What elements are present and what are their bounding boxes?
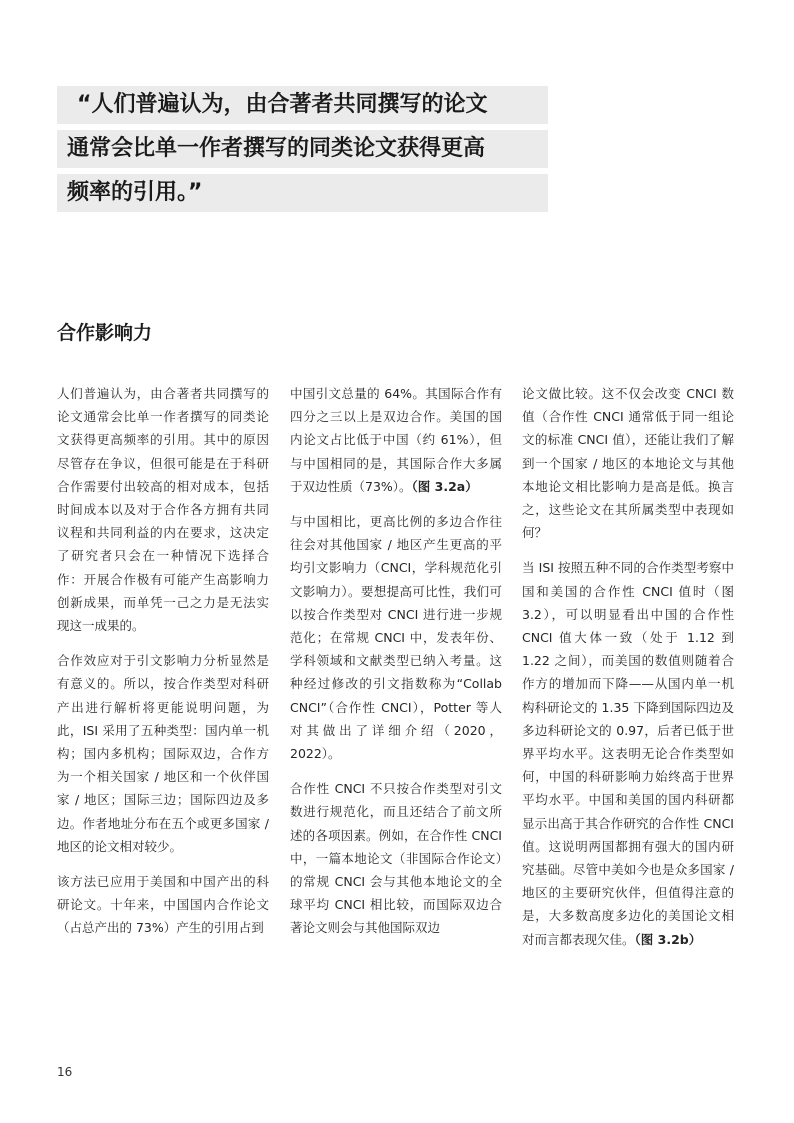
figure-reference: （图 3.2a） xyxy=(411,478,478,494)
paragraph: 合作效应对于引文影响力分析显然是有意义的。所以，按合作类型对科研产出进行解析将更能说明问题，为此，ISI 采用了五种类型：国内单一机构；国内多机构；国际双边，合作方为一个相关国家 / 地区和一个伙伴国家 / 地区；国际三边；国际四边及多边。作者地址分布在五个或更多国家 / 地区的论文相对较少。 xyxy=(57,653,269,854)
page-number: 16 xyxy=(57,1065,73,1079)
paragraph-text: 当 ISI 按照五种不同的合作类型考察中国和美国的合作性 CNCI 值时（图 3.2），可以明显看出中国的合作性 CNCI 值大体一致（处于 1.12 到 1.22 之间），而美国的数值则随着合作方的增加而下降——从国内单一机构科研论文的 1.35 下降到国际四边及多边科研论文的 0.97，后者已低于世界平均水平。这表明无论合作类型如何，中国的科研影响力始终高于世界平均水平。中国和美国的国内科研都显示出高于其合作研究的合作性 CNCI 值。这说明两国都拥有强大的国内研究基础。尽管中美如今也是众多国家 / 地区的主要研究伙伴，但值得注意的是，大多数高度多边化的美国论文相对而言都表现欠佳。 xyxy=(522,560,734,947)
paragraph xyxy=(522,556,734,950)
paragraph: 合作性 CNCI 不只按合作类型对引文数进行规范化，而且还结合了前文所述的各项因素。例如，在合作性 CNCI 中，一篇本地论文（非国际合作论文）的常规 CNCI 会与其他本地论文的全球平均 CNCI 相比较，而国际双边合著论文则会与其他国际双边 xyxy=(290,781,502,936)
paragraph: 该方法已应用于美国和中国产出的科研论文。十年来，中国国内合作论文（占总产出的 73%）产生的引用占到 xyxy=(57,874,269,936)
paragraph-text: 中国引文总量的 64%。其国际合作有四分之三以上是双边合作。美国的国内论文占比低于中国（约 61%），但与中国相同的是，其国际合作大多属于双边性质（73%）。 xyxy=(290,386,502,494)
paragraph: 人们普遍认为，由合著者共同撰写的论文通常会比单一作者撰写的同类论文获得更高频率的引用。其中的原因尽管存在争议，但很可能是在于科研合作需要付出较高的相对成本，包括时间成本以及对于合作各方拥有共同议程和共同利益的内在要求，这决定了研究者只会在一种情况下选择合作：开展合作极有可能产生高影响力创新成果，而单凭一己之力是无法实现这一成果的。 xyxy=(57,386,269,634)
section-title: 合作影响力 xyxy=(57,322,153,344)
pull-quote-line: 频率的引用。” xyxy=(57,174,548,212)
pull-quote-line: “人们普遍认为，由合著者共同撰写的论文 xyxy=(57,86,548,124)
paragraph: 与中国相比，更高比例的多边合作往往会对其他国家 / 地区产生更高的平均引文影响力（CNCI，学科规范化引文影响力）。要想提高可比性，我们可以按合作类型对 CNCI 进行进一步规范化；在常规 CNCI 中，发表年份、学科领域和文献类型已纳入考量。这种经过修改的引文指数称为“Collab CNCI”（合作性 CNCI），Potter 等人对其做出了详细介绍（2020，2022）。 xyxy=(290,514,502,762)
text-column-1 xyxy=(57,382,269,952)
paragraph xyxy=(290,382,502,498)
text-column-3 xyxy=(522,382,734,963)
paragraph: 论文做比较。这不仅会改变 CNCI 数值（合作性 CNCI 通常低于同一组论文的标准 CNCI 值），还能让我们了解到一个国家 / 地区的本地论文与其他本地论文相比影响力是高是低。换言之，这些论文在其所属类型中表现如何？ xyxy=(522,386,734,541)
pull-quote xyxy=(57,86,548,218)
pull-quote-line: 通常会比单一作者撰写的同类论文获得更高 xyxy=(57,130,548,168)
text-column-2 xyxy=(290,382,502,952)
figure-reference: （图 3.2b） xyxy=(634,931,702,947)
